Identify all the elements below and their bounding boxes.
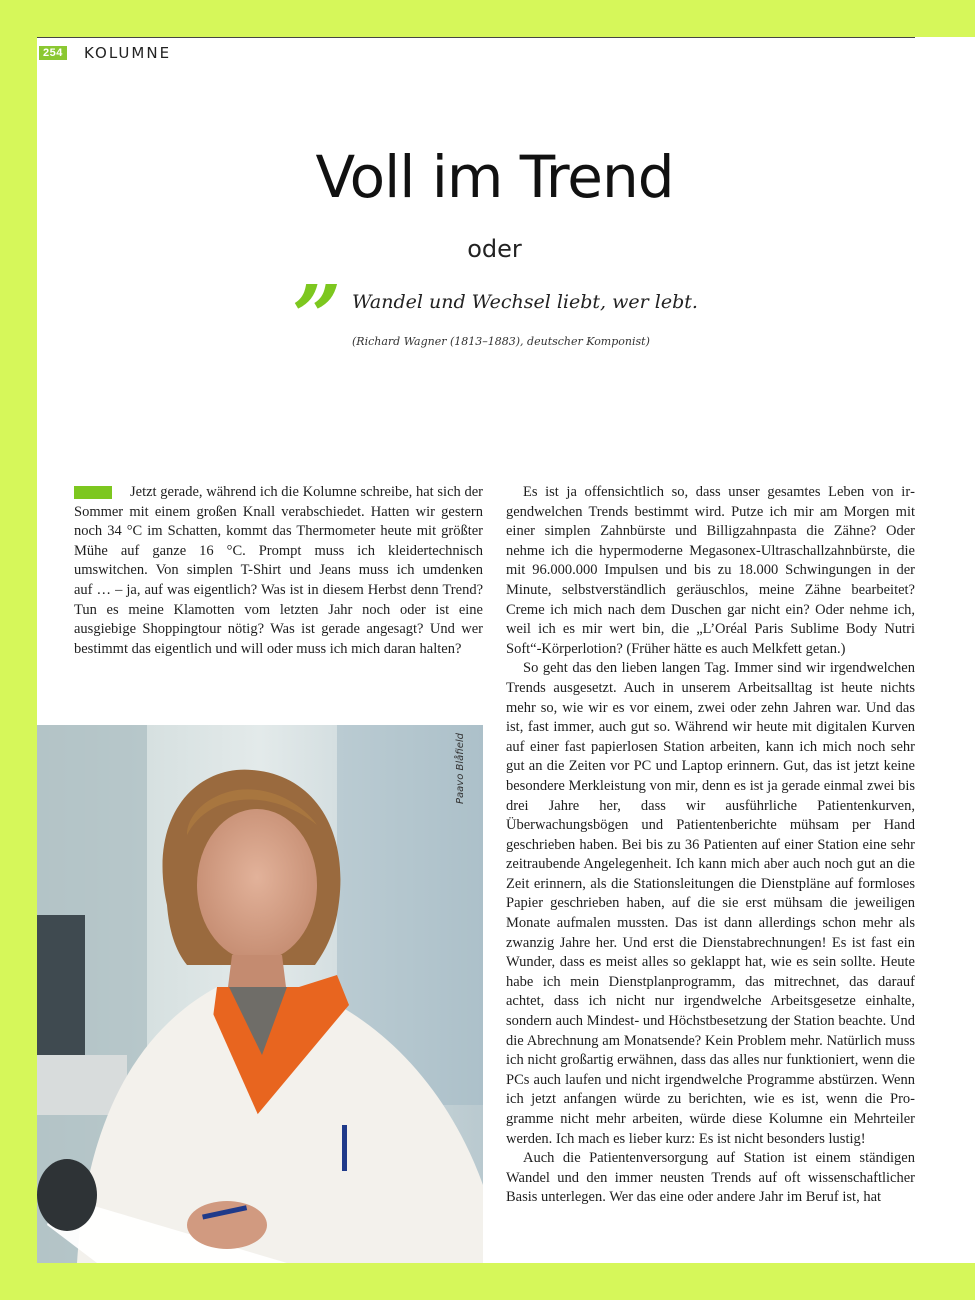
photo-credit: Paavo Blåfield: [455, 733, 466, 805]
page-number: 254: [39, 46, 67, 60]
quote-source: (Richard Wagner (1813–1883), deutscher Komponist): [352, 335, 650, 348]
section-label: KOLUMNE: [84, 44, 172, 62]
article-subtitle: oder: [467, 235, 522, 263]
column-right: [506, 483, 915, 1208]
paragraph: Auch die Patientenversorgung auf Station ist einem ständigen Wandel und den immer neusten Trends auf oft wissenschaftlicher Basis unterlegen. Wer das eine oder andere Jahr im Beruf ist, hat: [506, 1150, 915, 1206]
pull-quote: Wandel und Wechsel liebt, wer lebt.: [352, 291, 698, 313]
paragraph: So geht das den lieben langen Tag. Immer sind wir irgendwelchen Trends ausgesetzt. Auch in unserem Arbeitsalltag ist heute nichts mehr so, wie wir es vor einem, zwei oder zehn Jahren war. Und das ist, fast immer, auch gut so. Während wir heute mit digitalen Kurven auf einer fast papierlosen Station arbeiten, kann ich mich noch sehr gut an die Zeiten vor PC und Laptop erinnern. Gut, das ist jetzt keine besondere Merkleistung von mir, denn es ist ja gerade einmal zwei bis drei Jahre her, dass wir ausführliche Patientenkurven, Überwachungsbögen und Patientenberichte mühsam per Hand geschrieben haben. Bei bis zu 36 Patienten auf einer Station eine sehr zeitraubende Angelegenheit. Ich kann mich aber auch noch gut an die Zeit erinnern, als die Stationsleitungen die Dienstpläne auf formloses Papier geschrieben haben, auf die sie erst mühsam die jeweiligen Monate aufmalen mussten. Das ist dann allerdings schon mehr als zwanzig Jahre her. Und erst die Dienstabrechnungen! Es ist fast ein Wunder, dass es meist alles so geklappt hat, wie es sein sollte. Heute habe ich mein Dienstplanprogramm, das mitrechnet, das darauf achtet, dass ich nicht nur irgendwelche Arbeitsgesetze einhalte, sondern auch Mindest- und Höchstbesetzung der Station beachte. Und die Abrechnung am Monatsende? Kein Problem mehr. Natürlich muss ich nicht großartig erwähnen, dass das alles nur funktioniert, wenn die PCs auch laufen und nicht irgendwelche Programme abstürzen. Wenn ich jetzt anfangen würde zu berichten, wie es ist, wenn die Programme nicht mehr arbeiten, würde diese Kolumne ein Mehrteiler werden. Ich mach es lieber kurz: Es ist nicht besonders lustig!: [506, 660, 915, 1147]
paragraph-text: Jetzt gerade, während ich die Kolumne schreibe, hat sich der Sommer mit einem großen Knall verabschiedet. Hatten wir gestern noch 34 °C im Schatten, kommt das Thermometer heute mit größter Mühe auf ganze 16 °C. Prompt muss ich kleidertechnisch umswitchen. Von simplen T-Shirt und Jeans muss ich umdenken auf … – ja, auf was eigentlich? Was ist in diesem Herbst denn Trend? Tun es meine Klamotten vom letzten Jahr noch oder ist eine ausgiebige Shoppingtour nötig? Was ist gerade angesagt? Und wer bestimmt das eigentlich und will oder muss ich mich daran halten?: [74, 484, 483, 657]
portrait-illustration: [37, 725, 483, 1263]
quote-mark-icon: ”: [292, 267, 342, 368]
article-title: Voll im Trend: [315, 143, 674, 211]
paragraph: Es ist ja offensichtlich so, dass unser gesamtes Leben von irgendwelchen Trends bestimmt wird. Putze ich mir am Morgen mit einer simplen Zahnbürste und Billigzahnpasta die Zähne? Oder nehme ich die hypermoderne Megasonex-Ultraschallzahnbürste, die mit 96.000.000 Impulsen und bis zu 18.000 Schwingungen in der Minute, selbstverständlich geräuschlos, meine Zähne bearbeitet? Creme ich mich nach dem Duschen gar nicht ein? Oder nehme ich, weil ich es mir wert bin, die „L’Oréal Paris Sublime Body Nutri Soft“-Körperlotion? (Früher hätte es auch Melkfett getan.): [506, 484, 915, 657]
green-marker: [74, 486, 112, 499]
column-left: [74, 483, 483, 659]
portrait-photo: [37, 725, 483, 1263]
magazine-page: [37, 37, 975, 1263]
paragraph: [74, 483, 483, 659]
header-rule: [37, 37, 915, 38]
